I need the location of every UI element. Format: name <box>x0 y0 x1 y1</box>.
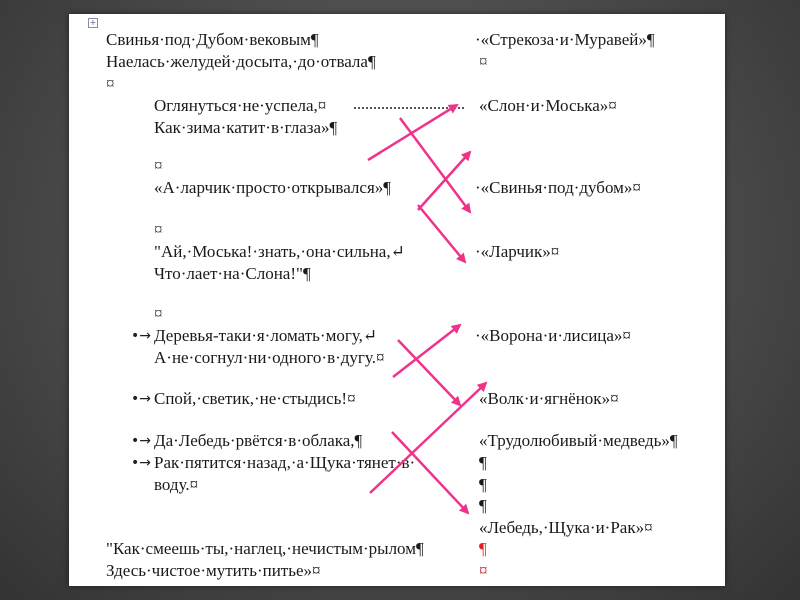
list-bullet-4: •→ <box>131 455 151 471</box>
list-bullet-2: •→ <box>131 391 151 407</box>
arrow-1 <box>368 105 457 160</box>
right-line-2: ¤ <box>479 52 488 71</box>
left-line-11: ¤ <box>154 304 163 323</box>
left-line-18: "Как·смеешь·ты,·наглец,·нечистым·рылом¶ <box>106 539 424 558</box>
right-line-9: ¶ <box>479 453 487 472</box>
list-bullet-1: •→ <box>131 328 151 344</box>
right-line-8: «Трудолюбивый·медведь»¶ <box>479 431 678 450</box>
left-line-4: Оглянуться·не·успела,¤ <box>154 96 327 115</box>
table-anchor-icon[interactable]: + <box>89 18 97 27</box>
left-line-13: А·не·согнул·ни·одного·в·дугу.¤ <box>154 348 385 367</box>
right-line-14: ¤ <box>479 561 488 580</box>
right-line-10: ¶ <box>479 475 487 494</box>
left-line-16: Рак·пятится·назад,·а·Щука·тянет·в· <box>154 453 416 472</box>
arrow-8 <box>392 432 468 513</box>
arrow-7 <box>370 383 486 493</box>
right-line-11: ¶ <box>479 496 487 515</box>
left-line-9: "Ай,·Моська!·знать,·она·сильна,↵ <box>154 242 405 261</box>
left-line-5: Как·зима·катит·в·глаза»¶ <box>154 118 338 137</box>
left-line-1: Свинья·под·Дубом·вековым¶ <box>106 30 319 49</box>
left-line-12: Деревья-таки·я·ломать·могу,↵ <box>154 326 378 345</box>
right-line-12: «Лебедь,·Щука·и·Рак»¤ <box>479 518 653 537</box>
right-line-5: ·«Ларчик»¤ <box>475 242 560 261</box>
right-line-7: «Волк·и·ягнёнок»¤ <box>479 389 619 408</box>
left-line-10: Что·лает·на·Слона!"¶ <box>154 264 311 283</box>
right-line-6: ·«Ворона·и·лисица»¤ <box>475 326 631 345</box>
left-line-3: ¤ <box>106 74 115 93</box>
right-line-13: ¶ <box>479 539 487 558</box>
list-bullet-3: •→ <box>131 433 151 449</box>
right-line-1: ·«Стрекоза·и·Муравей»¶ <box>475 30 655 49</box>
left-line-14: Спой,·светик,·не·стыдись!¤ <box>154 389 356 408</box>
left-line-2: Наелась·желудей·досыта,·до·отвала¶ <box>106 52 376 71</box>
arrow-4 <box>418 205 465 262</box>
left-line-8: ¤ <box>154 220 163 239</box>
left-line-19: Здесь·чистое·мутить·питье»¤ <box>106 561 321 580</box>
left-line-15: Да·Лебедь·рвётся·в·облака,¶ <box>154 431 363 450</box>
right-line-4: ·«Свинья·под·дубом»¤ <box>475 178 641 197</box>
left-line-7: «А·ларчик·просто·открывался»¶ <box>154 178 391 197</box>
left-line-6: ¤ <box>154 156 163 175</box>
right-line-3: «Слон·и·Моська»¤ <box>479 96 617 115</box>
left-line-17: воду.¤ <box>154 475 199 494</box>
